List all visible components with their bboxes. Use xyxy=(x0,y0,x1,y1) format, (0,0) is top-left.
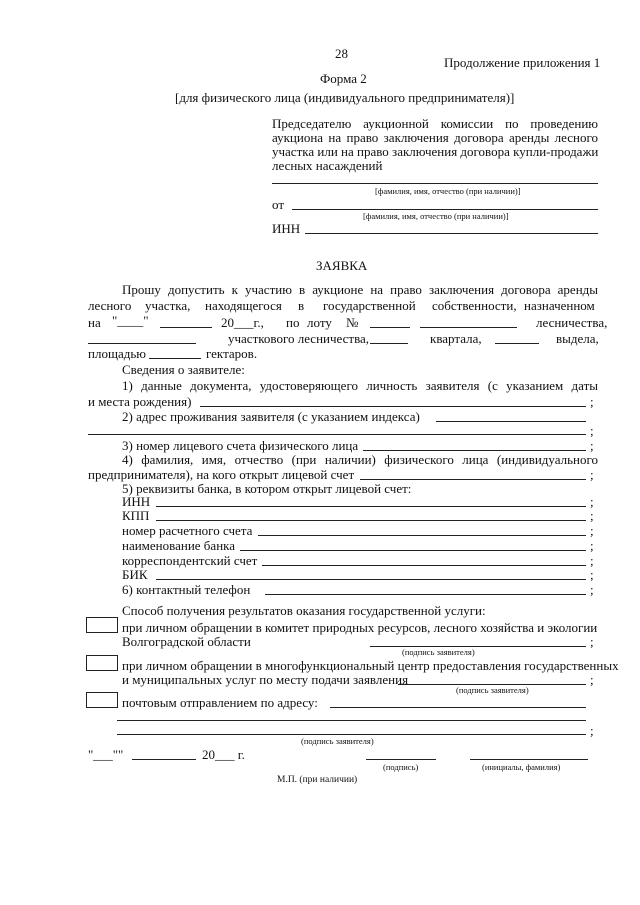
address-field[interactable] xyxy=(436,421,586,422)
district-forestry-field[interactable] xyxy=(88,343,196,344)
postal-address-field-3[interactable] xyxy=(117,734,586,735)
footer-date-month-field[interactable] xyxy=(132,759,196,760)
request-word: на xyxy=(88,315,101,330)
chairman-name-field[interactable] xyxy=(272,183,598,184)
applicant-name-field[interactable] xyxy=(292,209,598,210)
id-document-field[interactable] xyxy=(200,406,586,407)
option-1-line-1: при личном обращении в комитет природных ресурсов, лесного хозяйства и экологии xyxy=(122,620,598,635)
option-3-label: почтовым отправлением по адресу: xyxy=(122,695,318,710)
semicolon: ; xyxy=(590,508,594,523)
request-word: квартала, xyxy=(430,331,482,346)
bank-name-label: наименование банка xyxy=(122,538,236,553)
bank-name-field[interactable] xyxy=(240,550,586,551)
date-day-field[interactable]: "____" xyxy=(112,313,149,328)
semicolon: ; xyxy=(590,438,594,453)
account-holder-field[interactable] xyxy=(360,479,586,480)
area-field[interactable] xyxy=(149,358,201,359)
semicolon: ; xyxy=(590,553,594,568)
footer-signature-field[interactable] xyxy=(366,759,436,760)
semicolon: ; xyxy=(590,467,594,482)
addressee-line-1: Председателю аукционной комиссии по проведению xyxy=(272,116,598,131)
bank-kpp-field[interactable] xyxy=(156,520,586,521)
page-number: 28 xyxy=(335,46,348,61)
footer-date-close-quote: " xyxy=(118,747,124,762)
request-word: находящегося xyxy=(205,298,282,313)
lot-number-field[interactable] xyxy=(370,327,410,328)
kvartal-field[interactable] xyxy=(370,343,408,344)
form-title: Форма 2 xyxy=(320,71,367,86)
account-number-field[interactable] xyxy=(363,450,586,451)
request-word: по xyxy=(286,315,300,330)
request-line-1: Прошу допустить к участию в аукционе на право заключения договора аренды xyxy=(122,282,598,297)
addressee-line-2: аукциона на право заключения договора аренды лесного xyxy=(272,130,598,145)
request-word: в xyxy=(298,298,305,313)
bank-account-field[interactable] xyxy=(258,535,586,536)
request-word: участка, xyxy=(145,298,191,313)
address-field-2[interactable] xyxy=(88,434,586,435)
form-subtitle: [для физического лица (индивидуального предпринимателя)] xyxy=(175,90,515,105)
option-2-line-2: и муниципальных услуг по месту подачи заявления xyxy=(122,672,409,687)
item-6: 6) контактный телефон xyxy=(122,582,251,597)
bank-kpp-label: КПП xyxy=(122,508,150,523)
option-1-line-2: Волгоградской области xyxy=(122,634,251,649)
footer-date-year[interactable]: 20___ г. xyxy=(202,747,245,762)
request-word: лесничества, xyxy=(536,315,608,330)
postal-address-field-1[interactable] xyxy=(330,707,586,708)
request-word: лоту xyxy=(307,315,332,330)
item-4-line-1: 4) фамилия, имя, отчество (при наличии) физического лица (индивидуального xyxy=(122,452,598,467)
hint-name-1: [фамилия, имя, отчество (при наличии)] xyxy=(375,186,521,196)
bank-corr-field[interactable] xyxy=(262,565,586,566)
option-3-checkbox[interactable] xyxy=(86,692,118,708)
date-month-field[interactable] xyxy=(160,327,212,328)
addressee-line-3: участка или на право заключения договора купли-продажи xyxy=(272,144,599,159)
bank-corr-label: корреспондентский счет xyxy=(122,553,258,568)
request-word: выдела, xyxy=(556,331,599,346)
hint-name-2: [фамилия, имя, отчество (при наличии)] xyxy=(363,211,509,221)
semicolon: ; xyxy=(590,538,594,553)
bank-account-label: номер расчетного счета xyxy=(122,523,253,538)
item-1-line-2: и места рождения) xyxy=(88,394,192,409)
phone-field[interactable] xyxy=(265,594,586,595)
document-title: ЗАЯВКА xyxy=(316,258,368,273)
item-1-line-1: 1) данные документа, удостоверяющего личность заявителя (с указанием даты xyxy=(122,378,598,393)
request-word: площадью xyxy=(88,346,146,361)
applicant-heading: Сведения о заявителе: xyxy=(122,362,245,377)
vydel-field[interactable] xyxy=(495,343,539,344)
postal-address-field-2[interactable] xyxy=(117,720,586,721)
semicolon: ; xyxy=(590,394,594,409)
semicolon: ; xyxy=(590,567,594,582)
continuation-note: Продолжение приложения 1 xyxy=(444,55,601,70)
footer-initials-hint: (инициалы, фамилия) xyxy=(482,762,561,772)
forestry-field[interactable] xyxy=(420,327,517,328)
option-1-checkbox[interactable] xyxy=(86,617,118,633)
inn-label: ИНН xyxy=(272,221,301,236)
request-word: лесного xyxy=(88,298,132,313)
option-2-checkbox[interactable] xyxy=(86,655,118,671)
addressee-line-4: лесных насаждений xyxy=(272,158,383,173)
semicolon: ; xyxy=(590,672,594,687)
semicolon: ; xyxy=(590,634,594,649)
semicolon: ; xyxy=(590,494,594,509)
signature-hint-2: (подпись заявителя) xyxy=(456,685,529,695)
semicolon: ; xyxy=(590,723,594,738)
item-2: 2) адрес проживания заявителя (с указанием индекса) xyxy=(122,409,420,424)
delivery-heading: Способ получения результатов оказания государственной услуги: xyxy=(122,603,486,618)
bank-inn-label: ИНН xyxy=(122,494,151,509)
request-word: государственной xyxy=(323,298,416,313)
option-2-line-1: при личном обращении в многофункциональный центр предоставления государственных xyxy=(122,658,619,673)
date-year-field[interactable]: 20___г., xyxy=(221,315,264,330)
bank-inn-field[interactable] xyxy=(156,506,586,507)
footer-initials-field[interactable] xyxy=(470,759,588,760)
signature-hint-3: (подпись заявителя) xyxy=(301,736,374,746)
signature-hint-1: (подпись заявителя) xyxy=(402,647,475,657)
request-word: № xyxy=(346,315,359,330)
item-3: 3) номер лицевого счета физического лица xyxy=(122,438,359,453)
bank-bik-field[interactable] xyxy=(156,579,586,580)
request-word: назначенном xyxy=(524,298,595,313)
from-label: от xyxy=(272,197,285,212)
request-word: участкового лесничества, xyxy=(228,331,370,346)
request-word: гектаров. xyxy=(206,346,258,361)
item-5: 5) реквизиты банка, в котором открыт лицевой счет: xyxy=(122,481,412,496)
footer-date-day[interactable]: "___" xyxy=(88,747,119,762)
item-4-line-2: предпринимателя), на кого открыт лицевой счет xyxy=(88,467,355,482)
request-word: собственности, xyxy=(432,298,517,313)
stamp-note: М.П. (при наличии) xyxy=(277,775,358,785)
semicolon: ; xyxy=(590,582,594,597)
inn-field[interactable] xyxy=(305,233,598,234)
semicolon: ; xyxy=(590,423,594,438)
semicolon: ; xyxy=(590,523,594,538)
bank-bik-label: БИК xyxy=(122,567,148,582)
footer-signature-hint: (подпись) xyxy=(383,762,419,772)
